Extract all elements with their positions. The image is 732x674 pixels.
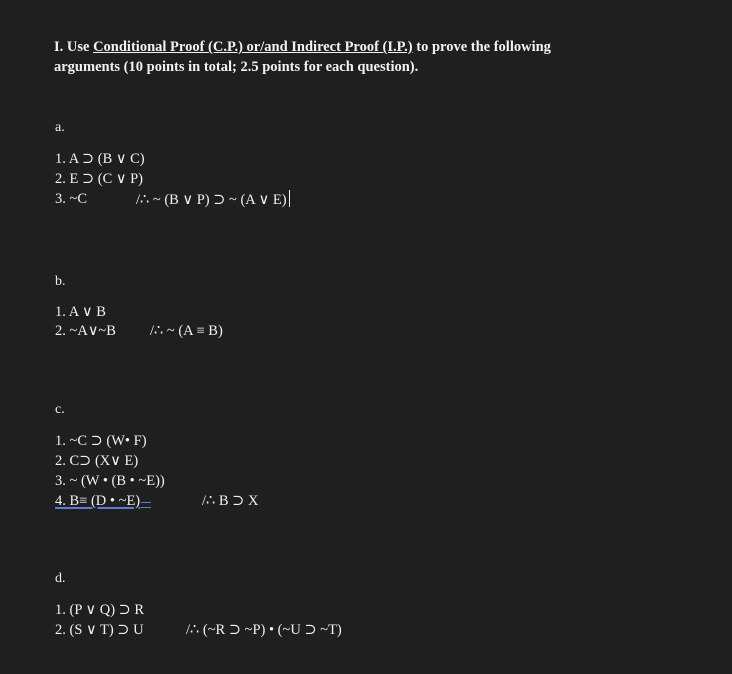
problem-c-label: c. bbox=[55, 402, 65, 417]
problem-c-premise-3: 3. ~ (W • (B • ~E)) bbox=[55, 473, 165, 489]
spellcheck-underlined-text: 4. B≡ (D • ~E) bbox=[55, 493, 141, 509]
problem-a-label: a. bbox=[55, 120, 65, 135]
problem-b-conclusion: /∴ ~ (A ≡ B) bbox=[150, 323, 223, 339]
problem-c-conclusion: /∴ B ⊃ X bbox=[202, 493, 259, 509]
problem-a-premise-1: 1. A ⊃ (B ∨ C) bbox=[55, 151, 145, 167]
problem-b-label: b. bbox=[55, 274, 66, 289]
problem-c-premise-2: 2. C⊃ (X∨ E) bbox=[55, 453, 139, 469]
grammar-mark bbox=[141, 502, 151, 508]
problem-d-premise-1: 1. (P ∨ Q) ⊃ R bbox=[55, 602, 145, 618]
problem-c-premise-4 bbox=[55, 492, 151, 510]
problem-b-premise-2: 2. ~A∨~B bbox=[55, 323, 116, 339]
cp-ip-underlined-text: Conditional Proof (C.P.) or/and Indirect Proof (I.P.) bbox=[93, 39, 413, 55]
heading-prefix: I. Use bbox=[54, 39, 94, 55]
problem-b-premise-1: 1. A ∨ B bbox=[55, 304, 106, 320]
problem-a-conclusion-text: /∴ ~ (B ∨ P) ⊃ ~ (A ∨ E) bbox=[136, 192, 287, 208]
text-cursor bbox=[289, 190, 291, 207]
problem-d-conclusion: /∴ (~R ⊃ ~P) • (~U ⊃ ~T) bbox=[186, 622, 342, 638]
instructions-heading bbox=[54, 37, 551, 77]
problem-a-premise-2: 2. E ⊃ (C ∨ P) bbox=[55, 171, 144, 187]
problem-c-premise-1: 1. ~C ⊃ (W• F) bbox=[55, 433, 147, 449]
instructions-line-1 bbox=[54, 37, 551, 57]
heading-suffix: to prove the following bbox=[412, 39, 551, 55]
problem-d-premise-2: 2. (S ∨ T) ⊃ U bbox=[55, 622, 144, 638]
problem-a-conclusion[interactable] bbox=[136, 190, 290, 209]
problem-d-label: d. bbox=[55, 571, 66, 586]
instructions-line-2: arguments (10 points in total; 2.5 points for each question). bbox=[54, 59, 419, 75]
problem-a-premise-3: 3. ~C bbox=[55, 191, 88, 207]
